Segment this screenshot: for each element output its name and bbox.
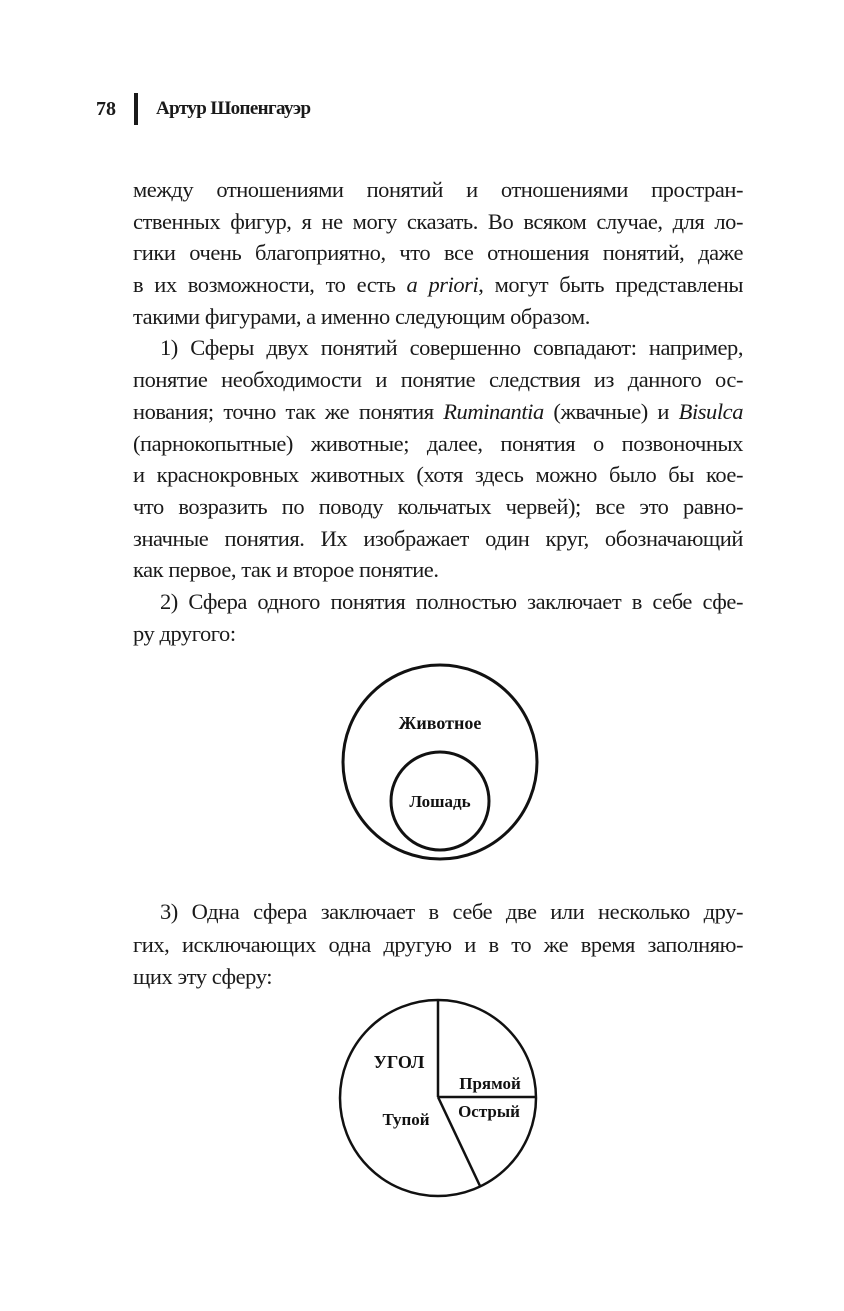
inner-label: Лошадь	[409, 792, 471, 811]
segment-label-obtuse: Тупой	[382, 1110, 430, 1129]
text-line: между отношениями понятий и отношениями простран-	[133, 177, 743, 202]
page-number: 78	[96, 97, 116, 120]
outer-label: Животное	[398, 713, 482, 733]
text: (жвачные) и	[543, 398, 679, 424]
italic-term: Bisulca	[678, 398, 743, 424]
text: , могут быть представлены	[478, 272, 744, 298]
text-line: гики очень благоприятно, что все отношения понятий, даже	[133, 240, 743, 266]
text-line: что возразить по поводу кольчатых червей); все это равно-	[133, 493, 743, 519]
outer-circle	[343, 665, 537, 859]
italic-term: a priori	[406, 272, 479, 298]
segment-label-acute: Острый	[458, 1102, 520, 1121]
text-line: (парнокопытные) животные; далее, понятия о позвоночных	[133, 430, 743, 456]
text-line: понятие необходимости и понятие следствия из данного ос-	[133, 367, 743, 393]
text-line: и краснокровных животных (хотя здесь можно было бы кое-	[133, 462, 743, 488]
text-line: 2) Сфера одного понятия полностью заключает в себе сфе-	[160, 588, 743, 614]
text-line: гих, исключающих одна другую и в то же время заполняю-	[133, 931, 743, 957]
segment-label-right: Прямой	[459, 1074, 521, 1093]
text-line: щих эту сферу:	[133, 964, 272, 989]
italic-term: Ruminantia	[443, 398, 544, 424]
text-line: значные понятия. Их изображает один круг, обозначающий	[133, 525, 743, 551]
running-head-author: Артур Шопенгауэр	[156, 98, 311, 119]
text-line: 1) Сферы двух понятий совершенно совпадают: например,	[160, 335, 743, 361]
text-line: ру другого:	[133, 620, 236, 646]
text-line: как первое, так и второе понятие.	[133, 557, 439, 583]
text-line: 3) Одна сфера заключает в себе две или несколько дру-	[160, 899, 743, 924]
text: в их возможности, то есть	[133, 272, 407, 298]
diagram-partitioned-sphere	[340, 1000, 536, 1196]
whole-label: УГОЛ	[373, 1052, 425, 1072]
diagram-nested-spheres	[343, 665, 537, 859]
text: нования; точно так же понятия	[133, 398, 444, 424]
text-line: ственных фигур, я не могу сказать. Во всяком случае, для ло-	[133, 208, 743, 234]
text-line: такими фигурами, а именно следующим образом.	[133, 303, 590, 329]
